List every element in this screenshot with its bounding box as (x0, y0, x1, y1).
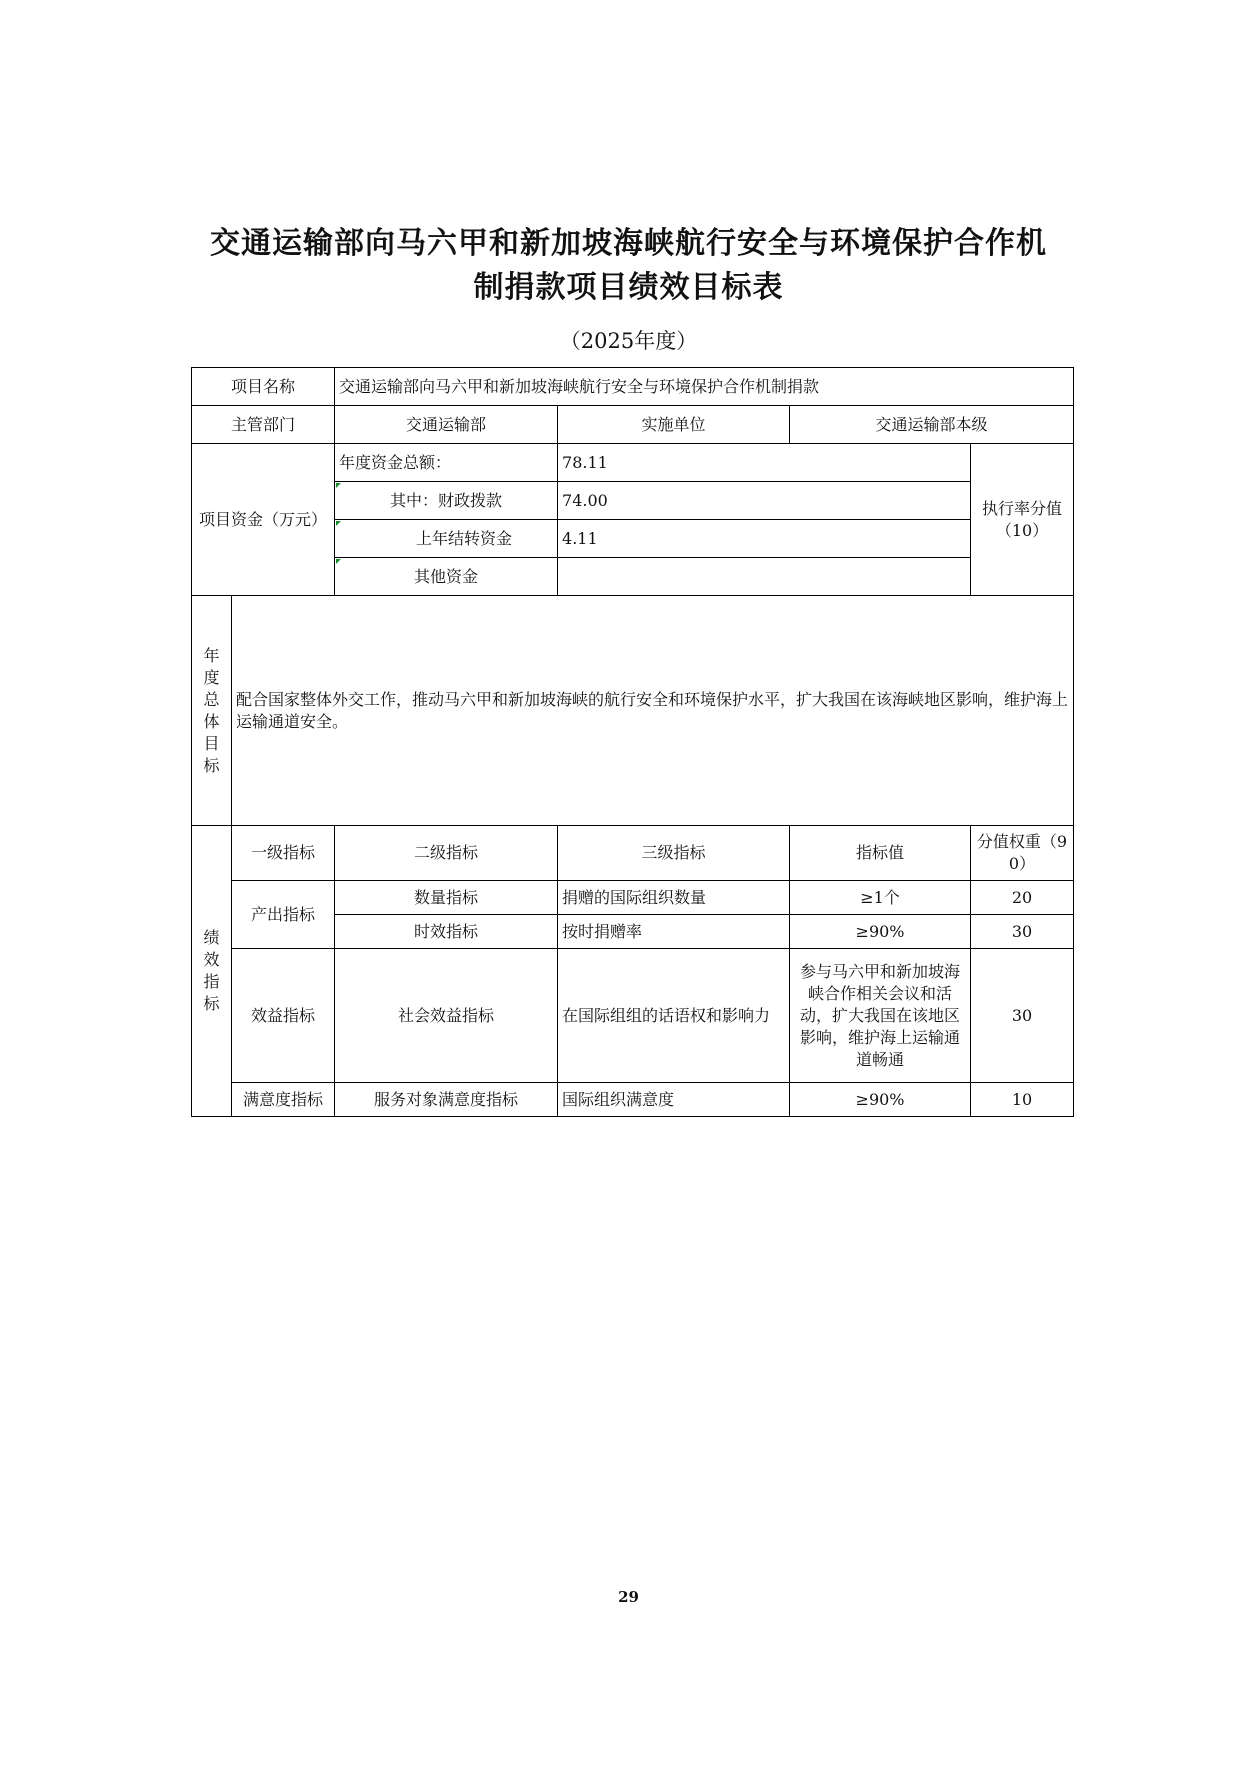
execution-score-label: 执行率分值（10） (971, 444, 1074, 596)
title-line-2: 制捐款项目绩效目标表 (473, 270, 784, 305)
value-cell: ≥1个 (790, 881, 971, 915)
indicators-label: 绩效指标 (192, 826, 232, 1117)
dept-value: 交通运输部 (335, 406, 558, 444)
header-level3: 三级指标 (558, 826, 790, 881)
performance-table (191, 367, 1074, 1117)
level3-cell: 在国际组组的话语权和影响力 (558, 949, 790, 1083)
level3-cell: 按时捐赠率 (558, 915, 790, 949)
level2-cell: 时效指标 (335, 915, 558, 949)
header-level2: 二级指标 (335, 826, 558, 881)
output-indicator-label: 产出指标 (232, 881, 335, 949)
project-name-label: 项目名称 (192, 368, 335, 406)
weight-cell: 30 (971, 915, 1074, 949)
level2-cell: 服务对象满意度指标 (335, 1083, 558, 1117)
funds-row-label: 年度资金总额： (335, 444, 558, 482)
annual-goal-label: 年度总体目标 (192, 596, 232, 826)
funds-row-value: 74.00 (558, 482, 971, 520)
level3-cell: 捐赠的国际组织数量 (558, 881, 790, 915)
weight-cell: 20 (971, 881, 1074, 915)
unit-label: 实施单位 (558, 406, 790, 444)
header-value: 指标值 (790, 826, 971, 881)
level3-cell: 国际组织满意度 (558, 1083, 790, 1117)
document-year: （2025年度） (559, 329, 698, 353)
title-line-1: 交通运输部向马六甲和新加坡海峡航行安全与环境保护合作机 (210, 226, 1047, 261)
funds-row-value: 4.11 (558, 520, 971, 558)
funds-row-label: 上年结转资金 (335, 520, 558, 558)
level2-cell: 社会效益指标 (335, 949, 558, 1083)
document-title (150, 222, 1107, 310)
funds-label: 项目资金（万元） (192, 444, 335, 596)
value-cell: 参与马六甲和新加坡海峡合作相关会议和活动，扩大我国在该地区影响，维护海上运输通道畅通 (790, 949, 971, 1083)
value-cell: ≥90% (790, 1083, 971, 1117)
header-level1: 一级指标 (232, 826, 335, 881)
unit-value: 交通运输部本级 (790, 406, 1074, 444)
funds-row-label: 其中：财政拨款 (335, 482, 558, 520)
dept-label: 主管部门 (192, 406, 335, 444)
level2-cell: 数量指标 (335, 881, 558, 915)
benefit-indicator-label: 效益指标 (232, 949, 335, 1083)
weight-cell: 10 (971, 1083, 1074, 1117)
annual-goal-text: 配合国家整体外交工作，推动马六甲和新加坡海峡的航行安全和环境保护水平，扩大我国在该海峡地区影响，维护海上运输通道安全。 (232, 596, 1074, 826)
header-weight: 分值权重（90） (971, 826, 1074, 881)
value-cell: ≥90% (790, 915, 971, 949)
funds-row-value (558, 558, 971, 596)
page-number: 29 (618, 1588, 639, 1606)
funds-row-value: 78.11 (558, 444, 971, 482)
satisfaction-indicator-label: 满意度指标 (232, 1083, 335, 1117)
weight-cell: 30 (971, 949, 1074, 1083)
project-name-value: 交通运输部向马六甲和新加坡海峡航行安全与环境保护合作机制捐款 (335, 368, 1074, 406)
funds-row-label: 其他资金 (335, 558, 558, 596)
